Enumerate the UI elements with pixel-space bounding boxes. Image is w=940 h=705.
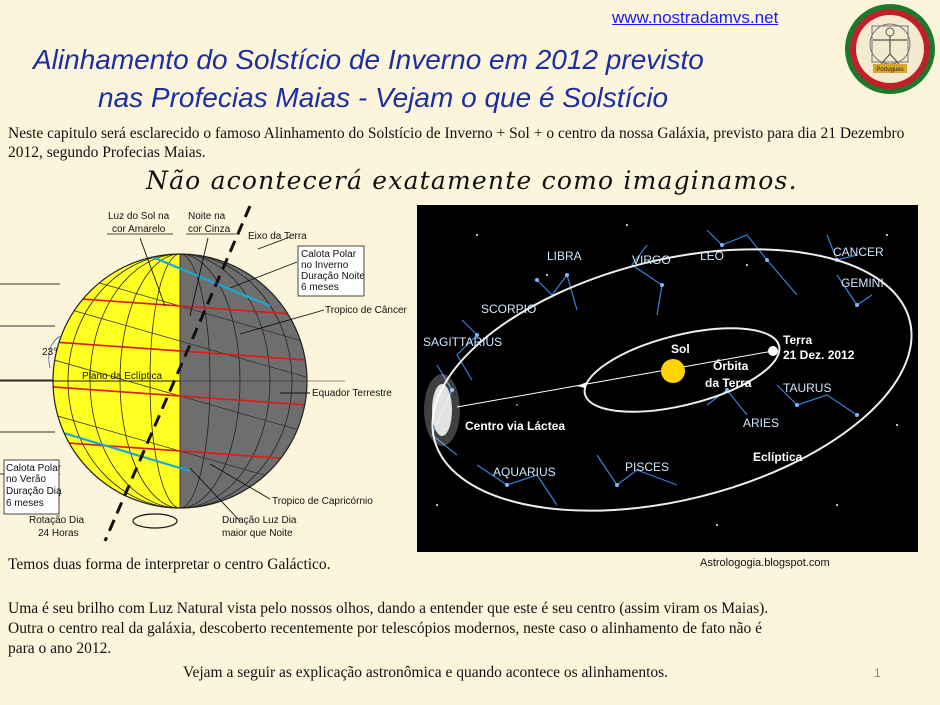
label-sunlight-2: cor Amarelo (112, 224, 166, 235)
label-sunlight-1: Luz do Sol na (108, 211, 170, 222)
subtitle: Não acontecerá exatamente como imaginamos. (146, 166, 798, 195)
paragraph-4: para o ano 2012. (8, 640, 112, 657)
label-night-1: Noite na (188, 211, 226, 222)
label-night-2: cor Cinza (188, 224, 231, 235)
label-polar-summer-2: no Verão (6, 474, 47, 485)
paragraph-3: Outra o centro real da galáxia, descoberto recentemente por telescópios modernos, neste caso o alinhamento de fato não é (8, 620, 763, 637)
footer-text: Vejam a seguir as explicação astronômica e quando acontece os alinhamentos. (183, 664, 669, 681)
label-orbit-1: Órbita (713, 359, 749, 373)
label-polar-summer-3: Duração Dia (6, 486, 62, 497)
label-rotation-2: 24 Horas (38, 528, 79, 539)
label-polar-winter-2: no Inverno (301, 260, 349, 271)
page-title-line2: nas Profecias Maias - Vejam o que é Solstício (98, 82, 669, 113)
label-daylight-1: Duração Luz Dia (222, 515, 297, 526)
const-taurus: TAURUS (783, 381, 832, 395)
label-orbit-2: da Terra (705, 376, 752, 390)
zodiac-diagram (417, 205, 918, 552)
earth-diagram (0, 196, 420, 552)
label-galactic-center: Centro via Láctea (465, 419, 566, 433)
label-rotation-1: Rotação Dia (29, 515, 85, 526)
paragraph-2: Uma é seu brilho com Luz Natural vista pelo nossos olhos, dando a entender que este é seu centro (assim viram os Maias). (8, 600, 769, 617)
label-polar-summer-4: 6 meses (6, 498, 44, 509)
const-gemini: GEMINI (841, 276, 884, 290)
const-sagittarius: SAGITTARIUS (423, 335, 503, 349)
label-earth-axis: Eixo da Terra (248, 231, 307, 242)
site-logo (843, 2, 937, 96)
const-aries: ARIES (743, 416, 780, 430)
label-polar-winter-1: Calota Polar (301, 249, 357, 260)
intro-text: Neste capitulo será esclarecido o famoso Alinhamento do Solstício de Inverno + Sol + o centro da nossa Galáxia, previsto para dia 21 Dezembro 2012, segundo Profecias Maias. (8, 125, 905, 161)
logo-text: Portugues (876, 67, 904, 73)
label-equator: Equador Terrestre (312, 388, 392, 399)
label-earth-date: 21 Dez. 2012 (783, 348, 855, 362)
site-link[interactable]: www.nostradamvs.net (612, 8, 779, 27)
const-pisces: PISCES (625, 460, 670, 474)
paragraph-1: Temos duas forma de interpretar o centro Galáctico. (8, 556, 331, 573)
const-cancer: CANCER (833, 245, 884, 259)
const-aquarius: AQUARIUS (493, 465, 556, 479)
label-earth: Terra (783, 333, 813, 347)
earth-icon (768, 346, 778, 356)
label-daylight-2: maior que Noite (222, 528, 293, 539)
label-sun: Sol (671, 342, 690, 356)
sun-icon (661, 359, 685, 383)
label-tropic-cancer: Tropico de Câncer (325, 305, 407, 316)
label-polar-summer-1: Calota Polar (6, 463, 62, 474)
label-ecliptic: Eclíptica (753, 450, 803, 464)
label-polar-winter-4: 6 meses (301, 282, 339, 293)
const-leo: LEO (700, 249, 725, 263)
const-scorpio: SCORPIO (481, 302, 537, 316)
const-libra: LIBRA (547, 249, 582, 263)
const-virgo: VIRGO (632, 253, 671, 267)
label-ecliptic-plane: Plano da Eclíptica (82, 371, 163, 382)
label-tropic-capricorn: Tropico de Capricórnio (272, 496, 373, 507)
page-title-line1: Alinhamento do Solstício de Inverno em 2012 previsto (33, 44, 704, 75)
angle-label: 23° (42, 347, 58, 358)
label-polar-winter-3: Duração Noite (301, 271, 365, 282)
image-credit: Astrologogia.blogspot.com (700, 557, 830, 569)
page-number: 1 (874, 666, 881, 680)
